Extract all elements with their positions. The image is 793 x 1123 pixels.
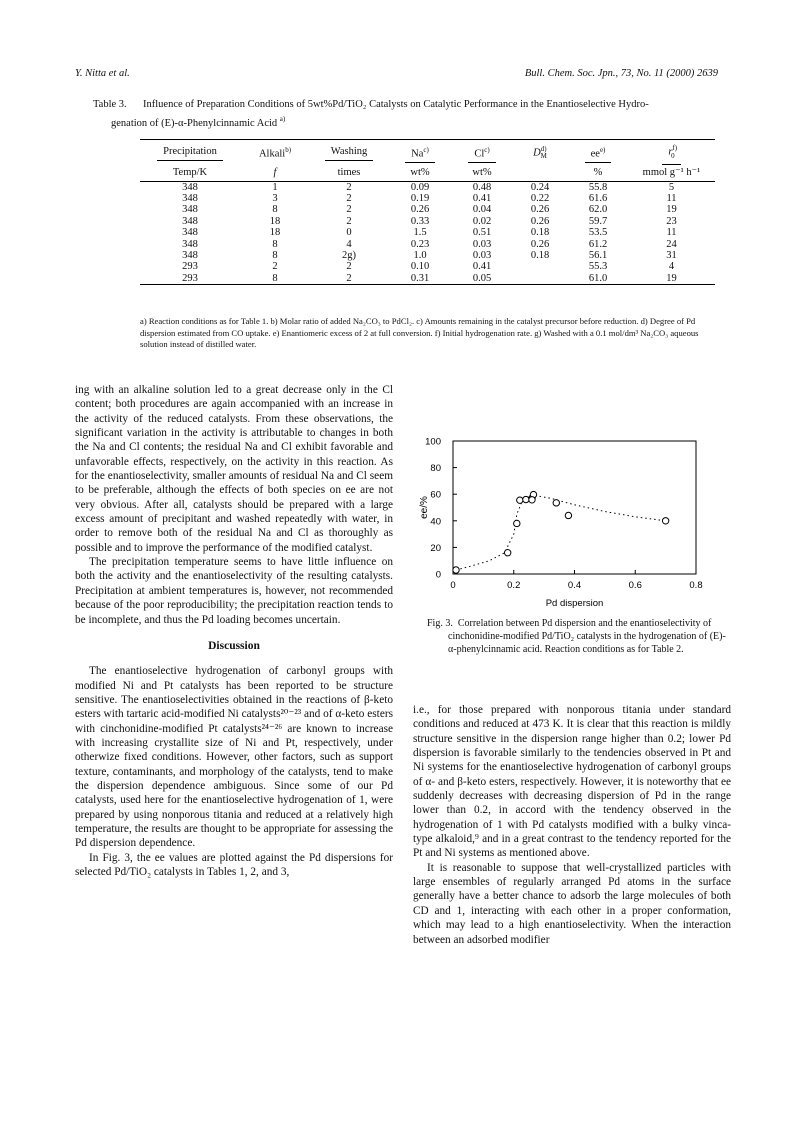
table-cell: 0.26 <box>530 204 550 216</box>
table-cell: 0 <box>346 227 352 239</box>
table-cell: 0.41 <box>472 193 492 204</box>
table-cell: 1.5 <box>413 227 427 239</box>
figure-caption-text: Correlation between Pd dispersion and the enantioselectivity of cinchonidine-modified Pd/TiO₂ catalysts in the hydrogenation of (E)-α-phenylcinnamic acid. Reaction conditions as for Table 2. <box>448 618 726 655</box>
table-label: Table 3. <box>93 99 127 110</box>
data-point <box>504 550 510 556</box>
trend-line <box>456 496 666 571</box>
table-cell: 0.24 <box>530 181 550 193</box>
table-cell: 348 <box>182 215 198 227</box>
table-cell: 55.8 <box>588 181 608 193</box>
table-cell: 348 <box>182 238 198 250</box>
table-cell: 0.26 <box>530 238 550 250</box>
table-cell: 348 <box>182 204 198 216</box>
table-cell: 293 <box>182 261 198 273</box>
th-ee: $ee^{e)}$ <box>568 140 628 165</box>
table-cell: 8 <box>272 238 278 250</box>
data-table <box>140 139 715 285</box>
table-cell: 8 <box>272 250 278 262</box>
table-cell <box>512 273 568 285</box>
data-point <box>662 518 668 524</box>
table-row <box>140 181 715 193</box>
paragraph: i.e., for those prepared with nonporous titania under standard conditions and reduced at 473 K. It is clear that this reaction is mildly structure sensitive in the dispersion range higher than 0.2; lower Pd dispersion is favorable similarly to the tendencies observed in Pt and Ni systems for the enantioselective hydrogenation of carbonyl groups of α- and β-keto esters, respectively. However, it is noteworthy that ee suddenly decreases with decreasing dispersion of Pd in the range lower than 0.2, in accord with the tendency observed in the hydrogenation of 1 with Pd catalysts modified with a bulky vinca-type alkaloid,⁹ and in a great contrast to the tendency reported for the Pt and Ni systems as mentioned above. <box>413 704 731 860</box>
table-cell: 0.02 <box>472 215 492 227</box>
th-rate: $r^{f)}_0$ <box>628 140 715 165</box>
th-na: Na$^{c)}$ <box>388 140 452 165</box>
table-row <box>140 261 715 272</box>
table-cell: 0.05 <box>452 273 512 285</box>
table-cell: 0.26 <box>530 215 550 227</box>
table-cell: 348 <box>182 193 198 204</box>
th-cl: Cl$^{c)}$ <box>452 140 512 165</box>
x-tick-label: 0.4 <box>567 580 582 591</box>
table-cell: 61.6 <box>588 193 608 204</box>
table-cell: 18 <box>269 215 281 227</box>
column-left <box>75 383 393 879</box>
table-cell: 0.51 <box>472 227 492 239</box>
table-caption-mark: a) <box>279 115 286 123</box>
table-cell: 0.31 <box>388 273 452 285</box>
table-cell: 18 <box>269 227 281 239</box>
data-point <box>529 497 535 503</box>
table-caption-line1: Influence of Preparation Conditions of 5wt%Pd/TiO₂ Catalysts on Catalytic Performance in the Enantioselective Hydro- <box>143 99 649 110</box>
x-axis-label: Pd dispersion <box>545 598 604 609</box>
table-cell: 0.10 <box>410 261 430 273</box>
table-cell: 2 <box>346 261 352 273</box>
table-cell: 2 <box>272 261 278 273</box>
plot-frame <box>453 441 696 574</box>
data-point <box>523 496 529 502</box>
th-washing: Washing <box>310 140 388 165</box>
table-cell: 53.5 <box>588 227 608 239</box>
table-row <box>140 250 715 261</box>
running-header-journal: Bull. Chem. Soc. Jpn., 73, No. 11 (2000) 2639 <box>524 68 718 79</box>
x-tick-label: 0.8 <box>689 580 703 591</box>
th-precipitation: Precipitation <box>140 140 240 165</box>
table-cell: 2 <box>346 193 352 204</box>
th-unit-times: times <box>310 165 388 182</box>
table-cell: 4 <box>668 261 675 273</box>
table-row <box>140 273 715 285</box>
table-body <box>140 181 715 285</box>
table-row <box>140 227 715 238</box>
paragraph: The enantioselective hydrogenation of carbonyl groups with modified Ni and Pt catalysts has been reported to be structure sensitive. The enantioselectivities obtained in the reactions of β-keto esters with tartaric acid-modified Ni catalysts²⁰⁻²³ and of α-keto esters with cinchonidine-modified Pt catalysts²⁴⁻²⁶ are known to increase with increasing crystallite size of Ni and Pt, respectively, under otherwize fixed conditions. However, other factors, such as support texture, contaminants, and morphology of the catalysts, tend to make the dispersion dependence ambiguous. Since some of our Pd catalysts, used here for the enantioselective hydrogenation of 1, were prepared by using nonporous titania and reduced at a relatively high temperature, the results are thought to be appropriate for assessing the Pd dispersion dependence. <box>75 665 393 850</box>
table-cell: 0.23 <box>410 238 430 250</box>
axis-ticks <box>425 437 702 592</box>
data-point <box>453 567 459 573</box>
table-cell: 23 <box>666 215 677 227</box>
table-cell: 11 <box>666 227 677 239</box>
table-footnotes: a) Reaction conditions as for Table 1. b) Molar ratio of added Na₂CO₃ to PdCl₂. c) Amounts remaining in the catalyst precursor before reduction. d) Degree of Pd dispersion estimated from CO uptake. e) Enantiomeric excess of 2 at full conversion. f) Initial hydrogenation rate. g) Washed with a 0.1 mol/dm³ Na₂CO₃ aqueous solution instead of distilled water. <box>140 316 699 349</box>
table-cell: 8 <box>240 273 310 285</box>
table-cell: 4 <box>346 238 352 250</box>
th-unit-ee: % <box>568 165 628 182</box>
table-cell: 0.09 <box>410 181 430 193</box>
data-point <box>514 520 520 526</box>
y-tick-label: 80 <box>430 463 441 475</box>
data-point <box>517 497 523 503</box>
table-cell: 0.26 <box>410 204 430 216</box>
table-cell: 61.2 <box>588 238 608 250</box>
table-cell: 61.0 <box>568 273 628 285</box>
table-cell: 2 <box>346 181 352 193</box>
y-tick-label: 60 <box>430 489 441 501</box>
table-units-row <box>140 165 715 182</box>
table-cell: 348 <box>182 227 198 239</box>
th-unit-rate: mmol g⁻¹ h⁻¹ <box>628 165 715 182</box>
table-cell: 2g) <box>342 250 356 262</box>
table-cell <box>512 261 568 272</box>
table-cell: 348 <box>182 181 198 193</box>
table-cell: 31 <box>666 250 677 262</box>
table-cell: 2 <box>310 273 388 285</box>
table-cell: 59.7 <box>588 215 608 227</box>
th-unit-na: wt% <box>388 165 452 182</box>
y-tick-label: 100 <box>425 436 441 448</box>
th-unit-d <box>512 165 568 182</box>
table-cell: 0.33 <box>410 215 430 227</box>
table-cell: 11 <box>666 193 677 204</box>
column-right <box>413 703 731 947</box>
table-cell: 0.18 <box>530 227 550 239</box>
x-tick-label: 0.6 <box>628 580 642 591</box>
table-cell: 0.19 <box>410 193 430 204</box>
table-caption-line2: genation of (E)-α-Phenylcinnamic Acid <box>111 117 278 129</box>
table-header-row <box>140 140 715 165</box>
table-cell: 1.0 <box>413 250 427 262</box>
data-point <box>553 500 559 506</box>
x-tick-label: 0 <box>450 580 456 591</box>
x-tick-label: 0.2 <box>507 580 521 591</box>
table-cell: 8 <box>272 204 278 216</box>
y-tick-label: 40 <box>430 516 441 528</box>
table-cell: 0.03 <box>472 238 492 250</box>
figure-3-chart <box>413 435 733 615</box>
paragraph: The precipitation temperature seems to have little influence on both the activity and the enantioselectivity of the resulting catalysts. Precipitation at ambient temperatures is, however, not recommended because of the poor reproducibility; the precipitation reaction tends to be incomplete, and thus the Pd loading becomes uncertain. <box>75 556 393 626</box>
paragraph: In Fig. 3, the ee values are plotted against the Pd dispersions for selected Pd/TiO₂ catalysts in Tables 1, 2, and 3, <box>75 851 393 878</box>
th-dispersion: $D^{d)}_M$ <box>512 140 568 165</box>
table-cell: 0.03 <box>472 250 492 262</box>
table-row <box>140 216 715 227</box>
table-cell: 19 <box>628 273 715 285</box>
table-cell: 5 <box>668 181 675 193</box>
table-row <box>140 239 715 250</box>
th-unit-temp: Temp/K <box>140 165 240 182</box>
table-row <box>140 193 715 204</box>
y-tick-label: 20 <box>430 542 441 554</box>
paragraph: ing with an alkaline solution led to a great decrease only in the Cl content; both procedures are again accompanied with an increase in the activity of the reduced catalysts. From these observations, the significant variation in the activity is attributable to changes in both the Na and Cl contents; the residual Na and Cl exhibit favorable and unfavorable effects, respectively, on the activity in this reaction. As for the enantioselectivity, smaller amounts of residual Na and Cl seem to be preferable, although the effects of both species on ee are not very obvious. After all, catalysts should be prepared with a large excess amount of precipitant and washed repeatedly with water, in order to remove both of the residual Na and Cl as thoroughly as possible and to improve the performance of the modified catalyst. <box>75 384 393 554</box>
running-header-authors: Y. Nitta et al. <box>75 68 130 79</box>
table-row <box>140 204 715 215</box>
table-cell: 0.04 <box>472 204 492 216</box>
table-cell: 24 <box>666 238 677 250</box>
table-cell: 19 <box>666 204 677 216</box>
table-cell: 0.18 <box>530 250 550 262</box>
th-unit-f: f <box>240 165 310 182</box>
section-heading-discussion: Discussion <box>208 639 260 652</box>
table-cell: 2 <box>346 204 352 216</box>
table-cell: 293 <box>140 273 240 285</box>
data-point <box>565 512 571 518</box>
table-cell: 0.48 <box>472 181 492 193</box>
y-axis-label: ee/% <box>419 496 430 519</box>
figure-label: Fig. 3. <box>427 618 453 629</box>
th-unit-cl: wt% <box>452 165 512 182</box>
table-cell: 62.0 <box>588 204 608 216</box>
table-cell: 56.1 <box>588 250 608 262</box>
table-cell: 0.41 <box>472 261 492 273</box>
table-cell: 0.22 <box>530 193 550 204</box>
table-cell: 55.3 <box>588 261 608 273</box>
paragraph: It is reasonable to suppose that well-crystallized particles with large ensembles of regularly arranged Pd atoms in the surface generally have a better chance to adsorb the large molecules of both CD and 1, interacting with each other in a proper conformation, which may lead to a high enantioselectivity. When the interaction between an adsorbed modifier <box>413 861 731 946</box>
figure-caption <box>427 617 727 656</box>
th-alkali: Alkali$^{b)}$ <box>240 140 310 165</box>
y-tick-label: 0 <box>435 569 441 581</box>
table-cell: 3 <box>272 193 278 204</box>
table-cell: 1 <box>272 181 278 193</box>
table-cell: 2 <box>346 215 352 227</box>
table-cell: 348 <box>182 250 198 262</box>
table-caption <box>93 98 713 131</box>
data-points <box>453 491 669 573</box>
